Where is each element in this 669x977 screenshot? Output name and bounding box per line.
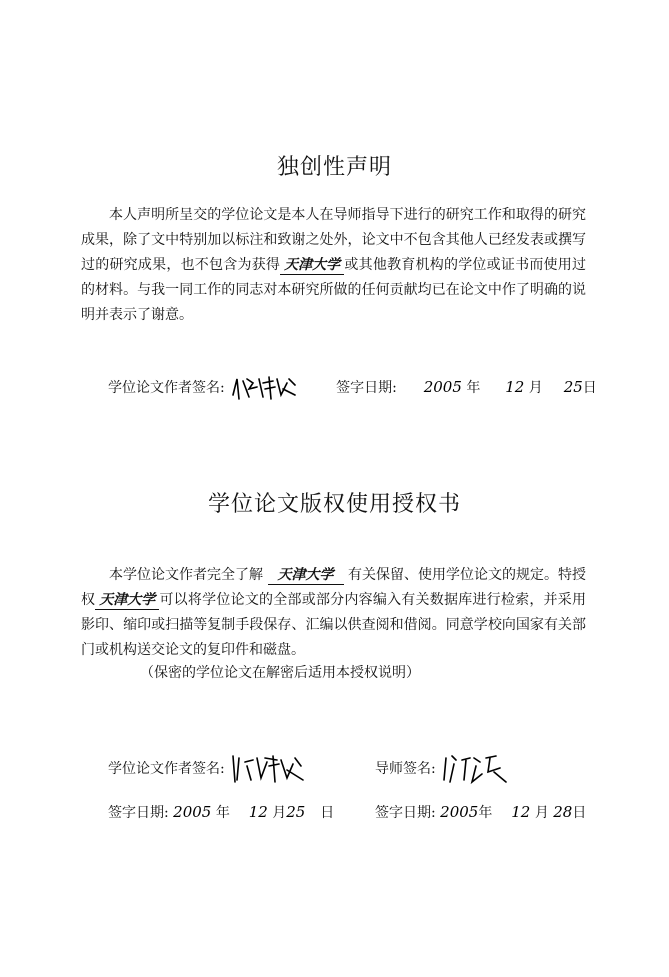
authorization-text-2: 有关保留、使用学位论文的规定。特授权 <box>81 567 587 608</box>
declaration-paragraph <box>81 203 586 328</box>
advisor-date-row <box>375 802 586 822</box>
authorization-author-year-unit: 年 <box>215 805 230 821</box>
authorization-text-1: 本学位论文作者完全了解 <box>109 567 264 583</box>
declaration-signature-row <box>108 373 597 403</box>
advisor-signature-label: 导师签名: <box>375 761 436 777</box>
confidential-note: （保密的学位论文在解密后适用本授权说明） <box>140 665 420 681</box>
declaration-date-day: 25 <box>563 378 583 396</box>
declaration-text-before: 本人声明所呈交的学位论文是本人在导师指导下进行的研究工作和取得的研究成果，除了文中特别加以标注和致谢之处外，论文中不包含其他人已经发表或撰写过的研究成果，也不包含为获得 <box>81 207 586 273</box>
authorization-paragraph <box>81 563 586 663</box>
advisor-month-unit: 月 <box>534 805 549 821</box>
author-signature-label: 学位论文作者签名: <box>108 380 225 396</box>
advisor-year-unit: 年 <box>478 805 493 821</box>
authorization-author-day-unit: 日 <box>320 805 335 821</box>
declaration-date-year: 2005 <box>423 378 462 396</box>
authorization-university-1: 天津大学 <box>268 566 344 585</box>
declaration-university: 天津大学 <box>280 256 344 275</box>
authorization-author-date-day: 25 <box>286 803 306 821</box>
authorization-university-2: 天津大学 <box>95 591 159 610</box>
authorization-author-signature-label: 学位论文作者签名: <box>108 761 225 777</box>
authorization-author-date-month: 12 <box>248 803 268 821</box>
authorization-author-month-unit: 月 <box>272 805 287 821</box>
advisor-signature-handwriting <box>440 752 520 786</box>
declaration-text-after: 或其他教育机构的学位或证书而使用过的材料。与我一同工作的同志对本研究所做的任何贡献均已在论文中作了明确的说明并表示了谢意。 <box>81 257 587 323</box>
authorization-title: 学位论文版权使用授权书 <box>207 492 461 517</box>
declaration-date-label: 签字日期: <box>336 380 397 396</box>
advisor-date-month: 12 <box>511 803 531 821</box>
declaration-day-unit: 日 <box>582 380 597 396</box>
advisor-date-label: 签字日期: <box>375 805 436 821</box>
declaration-title: 独创性声明 <box>276 155 392 180</box>
declaration-date-month: 12 <box>505 378 525 396</box>
advisor-signature-row <box>375 752 520 786</box>
declaration-month-unit: 月 <box>528 380 543 396</box>
authorization-author-date-row <box>108 802 334 822</box>
advisor-date-day: 28 <box>553 803 573 821</box>
declaration-year-unit: 年 <box>466 380 481 396</box>
advisor-date-year: 2005 <box>440 803 479 821</box>
authorization-author-date-year: 2005 <box>173 803 212 821</box>
authorization-author-signature-handwriting <box>229 752 309 786</box>
author-signature-handwriting <box>229 373 301 403</box>
authorization-text-3: 可以将学位论文的全部或部分内容编入有关数据库进行检索，并采用影印、缩印或扫描等复制手段保存、汇编以供查阅和借阅。同意学校向国家有关部门或机构送交论文的复印件和磁盘。 <box>81 592 587 658</box>
advisor-day-unit: 日 <box>572 805 587 821</box>
authorization-author-date-label: 签字日期: <box>108 805 169 821</box>
authorization-signature-row <box>108 752 309 786</box>
